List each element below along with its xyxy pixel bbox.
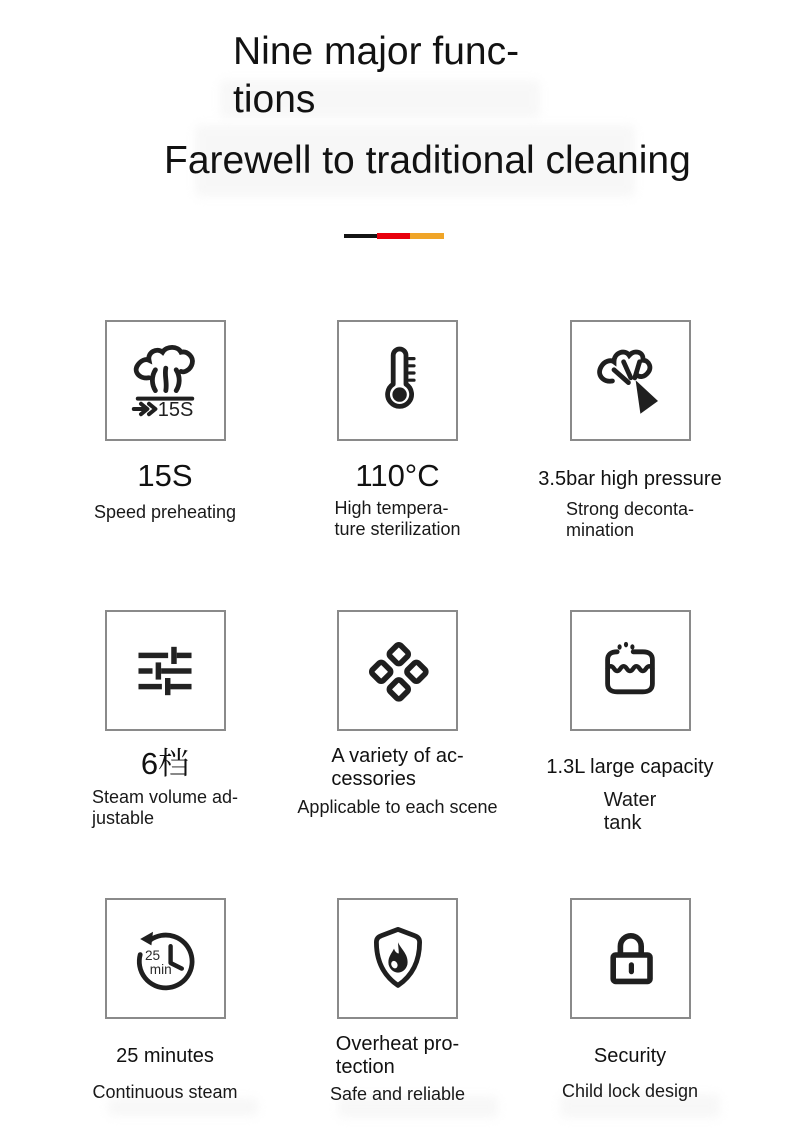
divider-segment-red (377, 233, 410, 239)
feature-sub: Continuous steam (92, 1082, 238, 1102)
steam-adjust-sliders-icon (126, 632, 204, 710)
feature-sub: Strong deconta- mination (565, 499, 695, 540)
icon-box (337, 320, 458, 441)
feature-sub: Steam volume ad- justable (91, 787, 239, 828)
thermometer-icon (358, 341, 438, 421)
feature-headline: 1.3L large capacity (546, 756, 714, 778)
feature-headline: 6档 (140, 746, 190, 781)
tricolor-divider (344, 233, 444, 239)
feature-row-3 (0, 898, 790, 1105)
feature-cell-speed-preheating (50, 320, 280, 541)
feature-sub: Speed preheating (93, 502, 237, 522)
feature-sub: High tempera- ture sterilization (334, 498, 461, 539)
icon-box (570, 610, 691, 731)
icon-box (105, 610, 226, 731)
icon-box (337, 898, 458, 1019)
divider-segment-black (344, 234, 377, 238)
feature-headline: A variety of ac- cessories (331, 745, 464, 790)
page-subtitle: Farewell to traditional cleaning (164, 139, 691, 182)
feature-headline: 15S (137, 458, 193, 493)
feature-headline: Overheat pro- tection (335, 1033, 460, 1078)
feature-row-2 (0, 610, 790, 835)
child-lock-icon (590, 919, 670, 999)
feature-cell-overheat-protection (283, 898, 513, 1105)
steam-preheat-icon (125, 341, 205, 421)
feature-sub: Child lock design (561, 1081, 699, 1101)
feature-cell-high-pressure (515, 320, 745, 541)
title-line-2: tions (233, 78, 316, 121)
icon-box (337, 610, 458, 731)
feature-headline: 110°C (355, 458, 440, 493)
feature-headline: 25 minutes (116, 1045, 214, 1067)
icon-box (105, 320, 226, 441)
icon-box (570, 320, 691, 441)
feature-sub: Safe and reliable (329, 1084, 466, 1104)
icon-label-15s: 15S (157, 398, 194, 421)
shield-flame-icon (358, 919, 438, 999)
water-tank-icon (590, 631, 670, 711)
accessories-diamonds-icon (358, 631, 438, 711)
feature-cell-continuous-steam (50, 898, 280, 1105)
feature-cell-child-lock (515, 898, 745, 1105)
feature-headline: 3.5bar high pressure (538, 468, 722, 490)
feature-headline: Security (593, 1045, 667, 1067)
feature-cell-high-temperature (283, 320, 513, 541)
feature-row-1 (0, 320, 790, 541)
feature-sub: Applicable to each scene (297, 797, 498, 817)
icon-box (105, 898, 226, 1019)
feature-cell-accessories (283, 610, 513, 835)
title-line-1: Nine major func- (233, 30, 520, 73)
divider-segment-gold (410, 233, 444, 239)
feature-sub: Water tank (603, 789, 657, 834)
feature-cell-water-tank (515, 610, 745, 835)
timer-25min-icon (125, 919, 205, 999)
high-pressure-clean-icon (590, 341, 670, 421)
icon-label-25: 25 (145, 947, 161, 963)
feature-cell-steam-adjustable (50, 610, 280, 835)
page-title (233, 28, 519, 124)
icon-box (570, 898, 691, 1019)
icon-label-min: min (149, 961, 172, 977)
